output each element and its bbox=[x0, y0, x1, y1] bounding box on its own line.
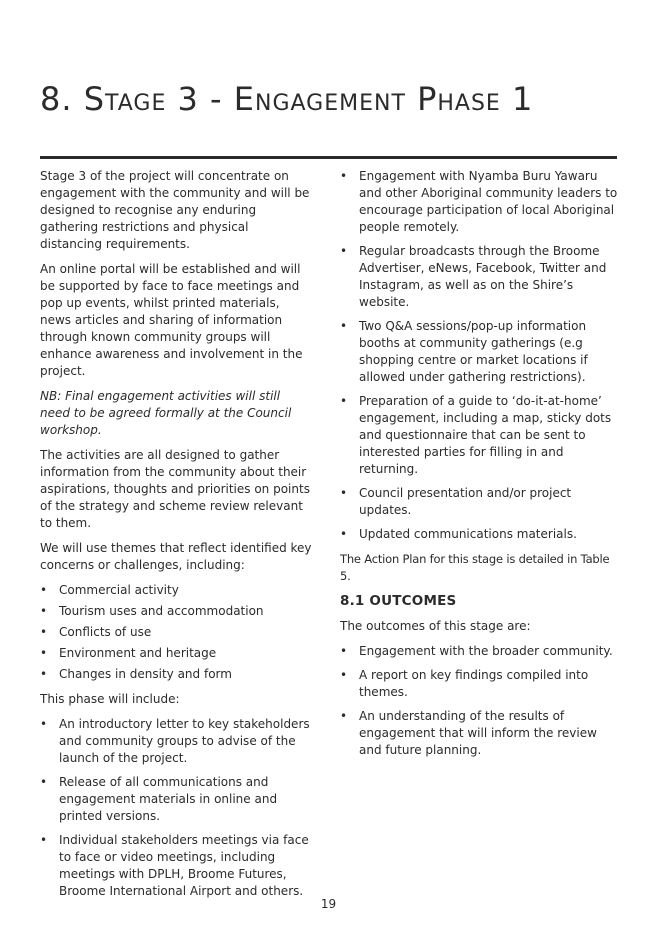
list-item: • Individual stakeholders meetings via face to face or video meetings, including meetings with DPLH, Broome Futures, Broome International Airport and others. bbox=[40, 833, 309, 898]
phase-list bbox=[40, 716, 312, 900]
page-title bbox=[40, 80, 533, 118]
title-divider bbox=[40, 156, 617, 159]
page-number: 19 bbox=[320, 897, 337, 911]
paragraph: An online portal will be established and will be supported by face to face meetings and pop up events, whilst printed materials, news articles and sharing of information through known community groups will enhance awareness and involvement in the project. bbox=[40, 262, 303, 378]
bullet-icon: • bbox=[40, 717, 48, 731]
left-column bbox=[40, 168, 312, 908]
bullet-icon: • bbox=[340, 394, 348, 408]
list-item: • Engagement with Nyamba Buru Yawaru and other Aboriginal community leaders to encourage participation of local Aboriginal people remotely. bbox=[340, 169, 618, 234]
list-item: • Environment and heritage bbox=[40, 646, 217, 660]
bullet-icon: • bbox=[340, 527, 348, 541]
outcomes-list bbox=[340, 643, 620, 759]
list-item: • Release of all communications and engagement materials in online and printed versions. bbox=[40, 775, 278, 823]
list-item: • A report on key findings compiled into themes. bbox=[340, 668, 589, 699]
right-column bbox=[340, 168, 620, 767]
note-paragraph: NB: Final engagement activities will still need to be agreed formally at the Council workshop. bbox=[40, 389, 292, 437]
list-item: • Preparation of a guide to ‘do-it-at-home’ engagement, including a map, sticky dots and questionnaire that can be sent to interested parties for filling in and returning. bbox=[340, 394, 612, 476]
bullet-icon: • bbox=[40, 625, 48, 639]
list-item: • Updated communications materials. bbox=[340, 527, 577, 541]
list-item: • Changes in density and form bbox=[40, 667, 232, 681]
themes-list bbox=[40, 582, 312, 683]
bullet-icon: • bbox=[40, 583, 48, 597]
list-item: • Conflicts of use bbox=[40, 625, 152, 639]
outcomes-heading: 8.1 OUTCOMES bbox=[340, 593, 457, 609]
list-item: • Two Q&A sessions/pop-up information booths at community gatherings (e.g shopping centre or market locations if allowed under gathering restrictions). bbox=[340, 319, 588, 384]
list-item: • Regular broadcasts through the Broome Advertiser, eNews, Facebook, Twitter and Instagram, as well as on the Shire’s website. bbox=[340, 244, 607, 309]
bullet-icon: • bbox=[40, 604, 48, 618]
outcomes-intro: The outcomes of this stage are: bbox=[340, 619, 531, 633]
list-item: • An understanding of the results of engagement that will inform the review and future planning. bbox=[340, 709, 597, 757]
phase-list-continued bbox=[340, 168, 620, 543]
bullet-icon: • bbox=[340, 486, 348, 500]
bullet-icon: • bbox=[340, 169, 348, 183]
list-item: • Tourism uses and accommodation bbox=[40, 604, 264, 618]
bullet-icon: • bbox=[340, 244, 348, 258]
paragraph: The activities are all designed to gather information from the community about their aspirations, thoughts and priorities on points of the strategy and scheme review relevant to them. bbox=[40, 448, 310, 530]
bullet-icon: • bbox=[340, 668, 348, 682]
paragraph: This phase will include: bbox=[40, 692, 180, 706]
bullet-icon: • bbox=[340, 644, 348, 658]
bullet-icon: • bbox=[340, 709, 348, 723]
bullet-icon: • bbox=[340, 319, 348, 333]
bullet-icon: • bbox=[40, 667, 48, 681]
section-title: Stage 3 - Engagement Phase 1 bbox=[83, 80, 534, 118]
paragraph: Stage 3 of the project will concentrate on engagement with the community and will be designed to recognise any enduring gathering restrictions and physical distancing requirements. bbox=[40, 169, 310, 251]
section-number: 8. bbox=[40, 80, 73, 118]
action-plan-note: The Action Plan for this stage is detailed in Table 5. bbox=[340, 552, 610, 583]
list-item: • Council presentation and/or project updates. bbox=[340, 486, 572, 517]
bullet-icon: • bbox=[40, 646, 48, 660]
paragraph: We will use themes that reflect identified key concerns or challenges, including: bbox=[40, 541, 312, 572]
list-item: • Engagement with the broader community. bbox=[340, 644, 613, 658]
list-item: • An introductory letter to key stakeholders and community groups to advise of the launch of the project. bbox=[40, 717, 310, 765]
bullet-icon: • bbox=[40, 833, 48, 847]
bullet-icon: • bbox=[40, 775, 48, 789]
list-item: • Commercial activity bbox=[40, 583, 179, 597]
